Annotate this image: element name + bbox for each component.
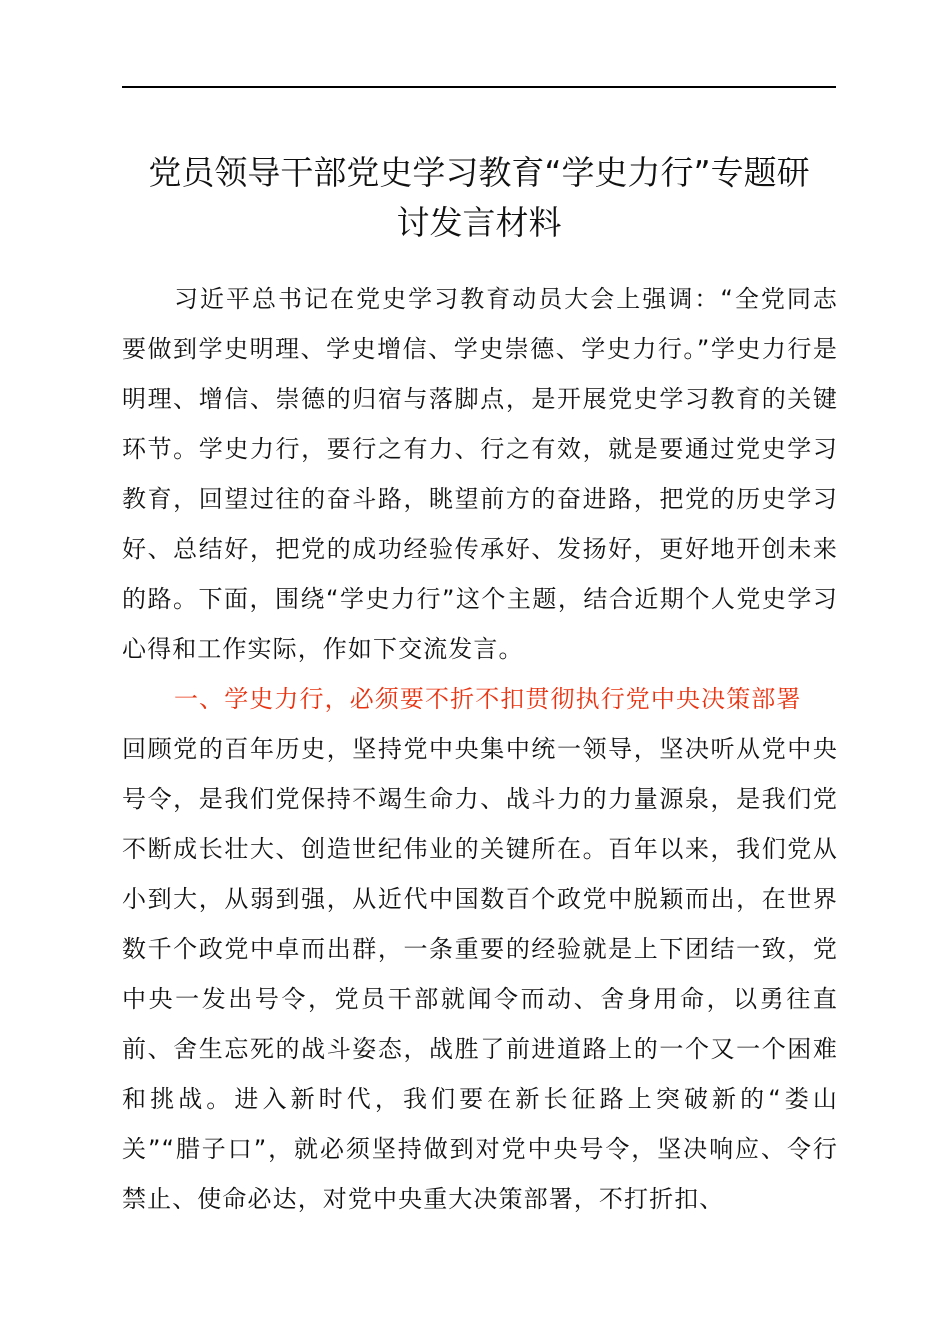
document-body [122,274,838,1224]
intro-paragraph: 习近平总书记在党史学习教育动员大会上强调：“全党同志要做到学史明理、学史增信、学史崇德、学史力行。”学史力行是明理、增信、崇德的归宿与落脚点，是开展党史学习教育的关键环节。学史力行，要行之有力、行之有效，就是要通过党史学习教育，回望过往的奋斗路，眺望前方的奋进路，把党的历史学习好、总结好，把党的成功经验传承好、发扬好，更好地开创未来的路。下面，围绕“学史力行”这个主题，结合近期个人党史学习心得和工作实际，作如下交流发言。 [122,285,838,663]
header-rule [122,86,836,88]
title-line-1: 党员领导干部党史学习教育“学史力行”专题研 [148,153,810,192]
document-title [116,148,842,248]
section-1-paragraph: 回顾党的百年历史，坚持党中央集中统一领导，坚决听从党中央号令，是我们党保持不竭生命力、战斗力的力量源泉，是我们党不断成长壮大、创造世纪伟业的关键所在。百年以来，我们党从小到大，从弱到强，从近代中国数百个政党中脱颖而出，在世界数千个政党中卓而出群，一条重要的经验就是上下团结一致，党中央一发出号令，党员干部就闻令而动、舍身用命，以勇往直前、舍生忘死的战斗姿态，战胜了前进道路上的一个又一个困难和挑战。进入新时代，我们要在新长征路上突破新的“娄山关”“腊子口”，就必须坚持做到对党中央号令，坚决响应、令行禁止、使命必达，对党中央重大决策部署，不打折扣、 [122,735,838,1213]
title-line-2: 讨发言材料 [396,203,562,242]
section-1-heading: 一、学史力行，必须要不折不扣贯彻执行党中央决策部署 [174,685,802,713]
